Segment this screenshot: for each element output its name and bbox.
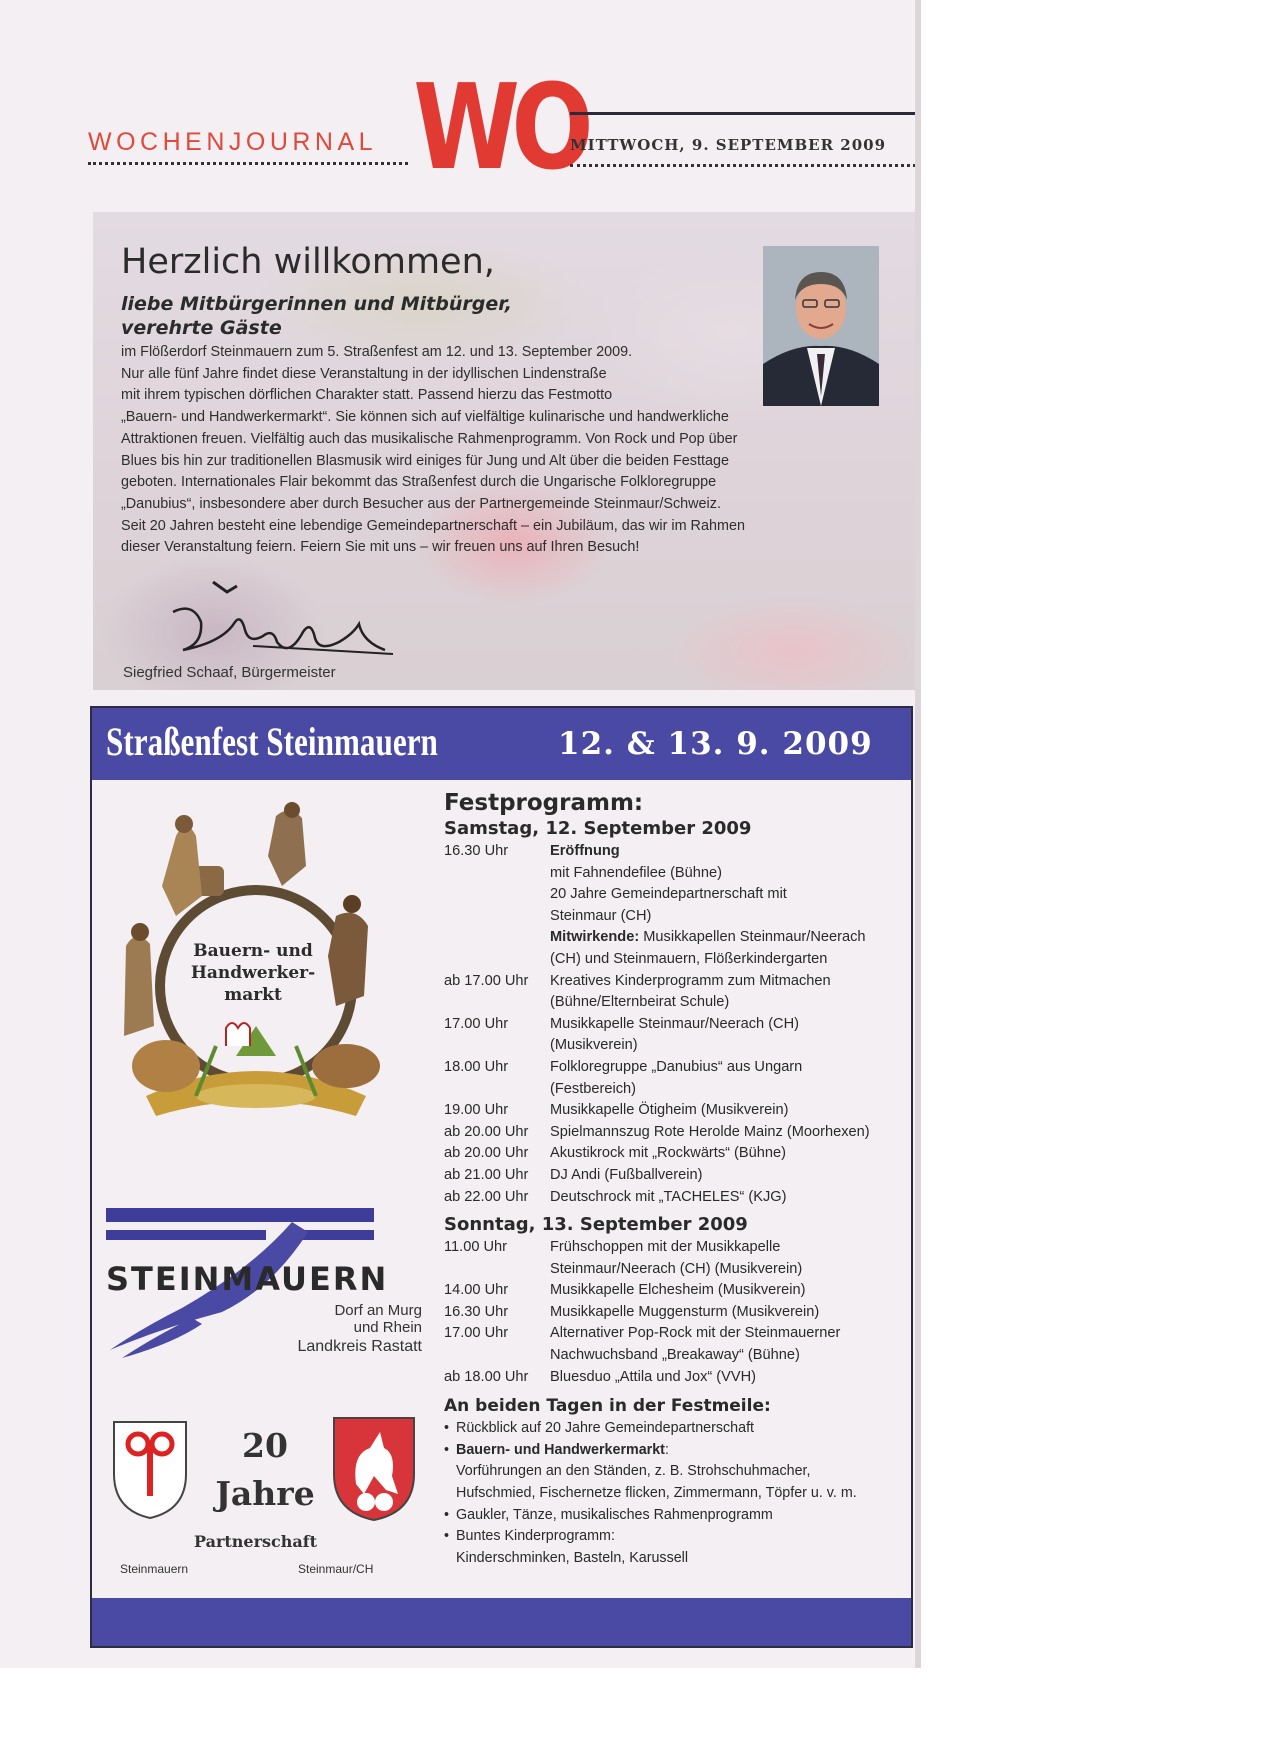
steinmauern-subtitle <box>297 1302 422 1355</box>
page-edge <box>915 0 921 1668</box>
list-item-text: Kinderschminken, Basteln, Karussell <box>456 1549 689 1566</box>
program-row <box>444 1057 908 1079</box>
program-text <box>550 927 908 949</box>
program-text: (Musikverein) <box>550 1037 638 1054</box>
festival-program <box>444 790 908 1569</box>
program-time: ab 20.00 Uhr <box>444 1145 529 1162</box>
program-row <box>444 1014 908 1036</box>
welcome-line: Attraktionen freuen. Vielfältig auch das musikalische Rahmenprogramm. Von Rock und Pop über <box>121 430 738 447</box>
masthead-dotted-rule-right <box>570 164 916 167</box>
list-item-colon: : <box>664 1441 669 1458</box>
program-text: Bluesduo „Attila und Jox“ (VVH) <box>550 1368 757 1385</box>
program-row <box>444 971 908 993</box>
program-time <box>444 927 550 949</box>
saturday-heading: Samstag, 12. September 2009 <box>444 818 752 839</box>
program-text: Deutschrock mit „TACHELES“ (KJG) <box>550 1188 787 1205</box>
program-text: 20 Jahre Gemeindepartnerschaft mit <box>550 886 787 903</box>
steinmauern-swoosh-icon <box>102 1208 422 1388</box>
program-time: 11.00 Uhr <box>444 1239 508 1256</box>
program-text: mit Fahnendefilee (Bühne) <box>550 864 722 881</box>
list-item <box>444 1526 908 1569</box>
welcome-title: Herzlich willkommen, <box>121 242 495 282</box>
program-row <box>444 949 908 971</box>
welcome-subtitle-line-1: liebe Mitbürgerinnen und Mitbürger, <box>121 293 513 315</box>
market-label-line: markt <box>224 985 282 1005</box>
program-time <box>444 884 550 906</box>
list-item: • Rückblick auf 20 Jahre Gemeindepartnerschaft <box>444 1418 908 1440</box>
program-text: Spielmannszug Rote Herolde Mainz (Moorhexen) <box>550 1123 870 1140</box>
welcome-line: „Bauern- und Handwerkermarkt“. Sie können sich auf vielfältige kulinarische und handwerkliche <box>121 409 729 426</box>
steinmauern-sub-line: und Rhein <box>353 1319 422 1336</box>
program-text: Alternativer Pop-Rock mit der Steinmauerner <box>550 1325 841 1342</box>
program-row <box>444 1100 908 1122</box>
program-time: 16.30 Uhr <box>444 843 509 859</box>
welcome-line: Blues bis hin zur traditionellen Blasmusik wird einiges für Jung und Alt über die beiden Festtage <box>121 452 729 469</box>
welcome-subtitle-line-2: verehrte Gäste <box>121 317 282 339</box>
footer-band <box>92 1598 911 1646</box>
program-time <box>444 863 550 885</box>
program-text: Musikkapelle Ötigheim (Musikverein) <box>550 1102 789 1119</box>
program-time <box>444 906 550 928</box>
signature-name: Siegfried Schaaf, Bürgermeister <box>123 664 336 681</box>
event-title: Straßenfest Steinmauern <box>106 719 438 764</box>
district-label: Landkreis Rastatt <box>297 1338 422 1355</box>
program-row <box>444 1367 908 1389</box>
program-time: 17.00 Uhr <box>444 1325 509 1342</box>
program-time <box>444 949 550 971</box>
both-days-list <box>444 1418 908 1569</box>
welcome-line: im Flößerdorf Steinmauern zum 5. Straßenfest am 12. und 13. September 2009. <box>121 344 633 360</box>
program-text: DJ Andi (Fußballverein) <box>550 1166 703 1183</box>
program-time: ab 22.00 Uhr <box>444 1188 529 1205</box>
partnership-block <box>102 1414 422 1594</box>
program-row <box>444 841 908 863</box>
masthead-name: WOCHENJOURNAL <box>88 128 378 156</box>
program-label: Mitwirkende: <box>550 929 640 946</box>
program-text: Folkloregruppe „Danubius“ aus Ungarn <box>550 1058 803 1075</box>
steinmauern-name: STEINMAUERN <box>106 1260 389 1298</box>
market-label-line: Handwerker- <box>190 963 316 983</box>
program-text: Nachwuchsband „Breakaway“ (Bühne) <box>550 1347 800 1364</box>
both-days-heading: An beiden Tagen in der Festmeile: <box>444 1396 771 1417</box>
program-row <box>444 1035 908 1057</box>
program-row <box>444 1302 908 1324</box>
program-text: (CH) und Steinmauern, Flößerkindergarten <box>550 950 828 967</box>
welcome-line: Seit 20 Jahren besteht eine lebendige Gemeindepartnerschaft – ein Jubiläum, das wir im Rahmen <box>121 517 745 534</box>
mayor-portrait <box>763 246 879 406</box>
program-time: 19.00 Uhr <box>444 1102 509 1119</box>
program-row <box>444 863 908 885</box>
partnership-years-number: 20 <box>242 1426 288 1465</box>
masthead <box>88 72 918 190</box>
program-row <box>444 1143 908 1165</box>
wo-logo-text: WO <box>413 72 594 182</box>
partnership-label: Partnerschaft <box>194 1532 318 1551</box>
steinmauern-logo <box>102 1208 422 1388</box>
program-row <box>444 1187 908 1209</box>
program-text: (Bühne/Elternbeirat Schule) <box>550 994 730 1011</box>
program-text: Musikkapelle Steinmaur/Neerach (CH) <box>550 1015 799 1032</box>
welcome-line: mit ihrem typischen dörflichen Charakter statt. Passend hierzu das Festmotto <box>121 387 613 404</box>
welcome-subtitle <box>121 292 681 340</box>
event-box <box>90 706 913 1648</box>
sunday-heading: Sonntag, 13. September 2009 <box>444 1214 748 1236</box>
program-row <box>444 992 908 1014</box>
program-time: ab 17.00 Uhr <box>444 972 529 989</box>
program-row <box>444 927 908 949</box>
program-time: ab 20.00 Uhr <box>444 1123 529 1140</box>
program-time <box>444 1345 550 1367</box>
program-row <box>444 1079 908 1101</box>
masthead-dotted-rule <box>88 162 408 165</box>
partner-town-left: Steinmauern <box>120 1562 189 1576</box>
program-row <box>444 1323 908 1345</box>
issue-date: MITTWOCH, 9. SEPTEMBER 2009 <box>570 136 887 154</box>
program-row <box>444 1237 908 1259</box>
program-heading: Festprogramm: <box>444 790 644 816</box>
program-row <box>444 884 908 906</box>
program-time: 16.30 Uhr <box>444 1303 509 1320</box>
program-time <box>444 1079 550 1101</box>
signature <box>153 572 413 672</box>
program-text: Steinmaur (CH) <box>550 907 652 924</box>
list-item: • Gaukler, Tänze, musikalisches Rahmenprogramm <box>444 1505 908 1527</box>
program-row <box>444 1280 908 1302</box>
welcome-section <box>93 212 915 690</box>
program-text: Akustikrock mit „Rockwärts“ (Bühne) <box>550 1145 786 1162</box>
program-text: Eröffnung <box>550 843 620 859</box>
program-row <box>444 1122 908 1144</box>
welcome-line: Nur alle fünf Jahre findet diese Veranstaltung in der idyllischen Lindenstraße <box>121 365 607 382</box>
list-item <box>444 1440 908 1505</box>
welcome-line: dieser Veranstaltung feiern. Feiern Sie mit uns – wir freuen uns auf Ihren Besuch! <box>121 539 640 556</box>
program-time: 18.00 Uhr <box>444 1058 509 1075</box>
list-item-text: Hufschmied, Fischernetze flicken, Zimmermann, Töpfer u. v. m. <box>456 1485 857 1502</box>
program-text: Frühschoppen mit der Musikkapelle <box>550 1239 781 1256</box>
program-text: Musikkapelle Elchesheim (Musikverein) <box>550 1282 806 1299</box>
event-date: 12. & 13. 9. 2009 <box>558 726 873 762</box>
list-item-label: Buntes Kinderprogramm: <box>456 1528 615 1545</box>
program-row <box>444 1165 908 1187</box>
program-text: Steinmaur/Neerach (CH) (Musikverein) <box>550 1260 803 1277</box>
welcome-line: geboten. Internationales Flair bekommt das Straßenfest durch die Ungarische Folkloregruppe <box>121 474 717 491</box>
partnership-years-word: Jahre <box>215 1474 315 1513</box>
program-time: ab 18.00 Uhr <box>444 1368 529 1385</box>
program-row <box>444 906 908 928</box>
partnership-years <box>210 1422 320 1518</box>
list-item-label: Bauern- und Handwerkermarkt <box>456 1441 665 1458</box>
steinmaur-coat-of-arms-icon <box>330 1414 418 1524</box>
program-time: ab 21.00 Uhr <box>444 1166 529 1183</box>
welcome-line: „Danubius“, insbesondere aber durch Besucher aus der Partnergemeinde Steinmaur/Schweiz. <box>121 495 721 512</box>
program-time <box>444 1259 550 1281</box>
partner-town-right: Steinmaur/CH <box>298 1562 374 1576</box>
program-text: (Festbereich) <box>550 1080 636 1097</box>
program-text-rest: Musikkapellen Steinmaur/Neerach <box>639 929 866 946</box>
program-time <box>444 1035 550 1057</box>
program-row <box>444 1345 908 1367</box>
event-banner <box>92 708 911 780</box>
program-time <box>444 992 550 1014</box>
market-label <box>188 940 318 1006</box>
program-time: 14.00 Uhr <box>444 1282 509 1299</box>
program-text: Musikkapelle Muggensturm (Musikverein) <box>550 1303 820 1320</box>
program-text: Kreatives Kinderprogramm zum Mitmachen <box>550 972 831 989</box>
steinmauern-coat-of-arms-icon <box>110 1418 190 1522</box>
market-label-line: Bauern- und <box>193 941 313 961</box>
steinmauern-sub-line: Dorf an Murg <box>334 1302 422 1319</box>
list-item-text: Vorführungen an den Ständen, z. B. Strohschuhmacher, <box>456 1463 811 1480</box>
program-time: 17.00 Uhr <box>444 1015 509 1032</box>
program-row <box>444 1259 908 1281</box>
masthead-rule <box>570 112 916 115</box>
